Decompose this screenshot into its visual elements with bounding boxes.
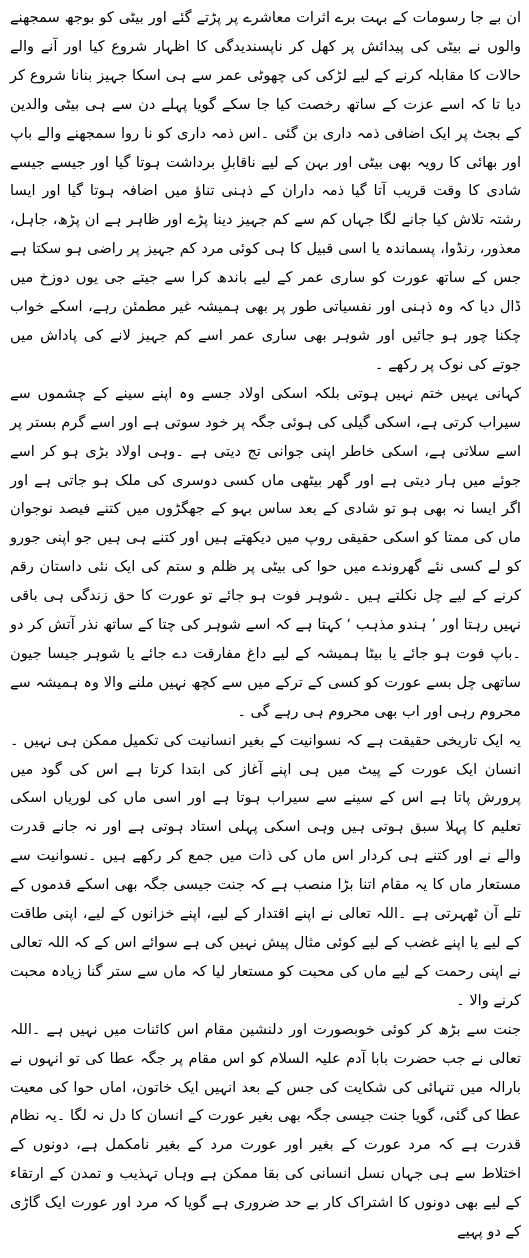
- article-paragraph-motherhood-status: یہ ایک تاریخی حقیقت ہے کہ نسوانیت کے بغیر انسانیت کی تکمیل ممکن ہی نہیں ۔انسان ایک عورت کے پیٹ میں ہی اپنے آغاز کی ابتدا کرتا ہے اس کی گود میں پرورش پاتا ہے اس کے سینے سے سیراب ہوتا ہے اور اسی ماں کی لوریاں اسکی تعلیم کا پہلا سبق ہوتی ہیں وہی اسکی پہلی استاد ہوتی ہے اور نہ جانے قدرت والے نے اور کتنے ہی کردار اس ماں کی ذات میں جمع کر رکھے ہیں ۔نسوانیت سے مستعار ماں کا یہ مقام اتنا بڑا منصب ہے کہ جنت جیسی جگہ بھی اسکے قدموں کے تلے آن ٹھہرتی ہے ۔اللہ تعالی نے اپنے اقتدار کے لیے، اپنے خزانوں کے لیے، اپنی طاقت کے لیے یا اپنے غضب کے لیے کوئی مثال پیش نہیں کی ہے سوائے اس کے کہ اللہ تعالی نے اپنی رحمت کے لیے ماں کی محبت کو مستعار لیا کہ ماں سے ستر گنا زیادہ محبت کرنے والا ۔: [10, 731, 521, 1009]
- article-paragraph-dowry-customs: ان بے جا رسومات کے بہت برے اثرات معاشرے پر پڑتے گئے اور بیٹی کو بوجھ سمجھنے والوں نے بیٹی کی پیدائش پر کھل کر ناپسندیدگی کا اظہار شروع کیا اور آنے والے حالات کا مقابلہ کرنے کے لیے لڑکی کی چھوٹی عمر سے ہی اسکا جہیز بنانا شروع کر دیا تا کہ اسے عزت کے ساتھ رخصت کیا جا سکے گویا پہلے دن سے ہی بیٹی والدین کے بجٹ پر ایک اضافی ذمہ داری بن گئی ۔اس ذمہ داری کو نا روا سمجھنے والے باپ اور بھائی کا رویہ بھی بیٹی اور بہن کے لیے ناقابلِ برداشت ہوتا گیا اور جیسے جیسے شادی کا وقت قریب آتا گیا ذمہ داران کے ذہنی تناؤ میں اضافہ ہوتا گیا اور ایسا رشتہ تلاش کیا جانے لگا جہاں کم سے کم جہیز دینا پڑے اور ظاہر ہے ان پڑھ، جاہل، معذور، رنڈوا، پسماندہ یا اسی قبیل کا ہی کوئی مرد کم جہیز پر راضی ہو سکتا ہے جس کے ساتھ عورت کو ساری عمر کے لیے باندھ کرا سے جیتے جی یوں دوزخ میں ڈال دیا کہ وہ ذہنی اور نفسیاتی طور پر بھی ہمیشہ غیر مطمئن رہے، اسکے خواب چکنا چور ہو جائیں اور شوہر بھی ساری عمر اسے کم جہیز لانے کی پاداش میں جوتے کی نوک پر رکھے ۔: [10, 9, 521, 373]
- article-paragraph-paradise-and-eve: جنت سے بڑھ کر کوئی خوبصورت اور دلنشین مقام اس کائنات میں نہیں ہے ۔اللہ تعالی نے جب حضرت بابا آدم علیہ السلام کو اس مقام پر جگہ عطا کی تو انہوں نے بارالہ میں تنہائی کی شکایت کی جس کے بعد انہیں ایک خاتون، اماں حوا کی معیت عطا کی گئی، گویا جنت جیسی جگہ بھی بغیر عورت کے انسان کا دل نہ لگا ۔یہ نظام قدرت ہے کہ مرد عورت کے بغیر اور عورت مرد کے بغیر نامکمل ہے، دونوں کے اختلاط سے ہی جہاں نسل انسانی کی بقا ممکن ہے وہاں تہذیب و تمدن کے ارتقاء کے لیے بھی دونوں کا اشتراک کار بے حد ضروری ہے گویا کہ مرد اور عورت ایک گاڑی کے دو پہیے: [10, 1020, 521, 1241]
- article-paragraph-mothers-fate: کہانی یہیں ختم نہیں ہوتی بلکہ اسکی اولاد جسے وہ اپنے سینے کے چشموں سے سیراب کرتی ہے، اسکی گیلی کی ہوئی جگہ پر خود سوتی ہے اور اسے گرم بستر پر اسے سلاتی ہے، اسکی خاطر اپنی جوانی تج دیتی ہے ۔وہی اولاد بڑی ہو کر اسے جوئے میں ہار دیتی ہے اور گھر بیٹھی ماں کسی دوسری کی ملک ہو جاتی ہے اور اگر ایسا نہ بھی ہو تو شادی کے بعد ساس بہو کے جھگڑوں میں کتنے فیصد نوجوان ماں کی ممتا کو اسکی حقیقی روپ میں دیکھتے ہیں اور کتنے ہی ہیں جو اپنی جورو کو لے کسی نئے گھروندے میں حوا کی بیٹی پر ظلم و ستم کی ایک نئی داستان رقم کرنے کے لیے چل نکلتے ہیں ۔شوہر فوت ہو جائے تو عورت کا حق زندگی ہی باقی نہیں رہتا اور ’ ہندو مذہب ‘ کہتا ہے کہ اسے شوہر کی چتا کے ساتھ نذر آتش کر دو ۔باپ فوت ہو جائے یا بیٹا ہمیشہ کے لیے داغ مفارقت دے جائے یا شوہر جیسا جیون ساتھی چل بسے عورت کو کسی کے ترکے میں سے کچھ نہیں ملنے والا وہ ہمیشہ سے محروم رہی اور اب بھی محروم ہی رہے گی ۔: [10, 384, 521, 720]
